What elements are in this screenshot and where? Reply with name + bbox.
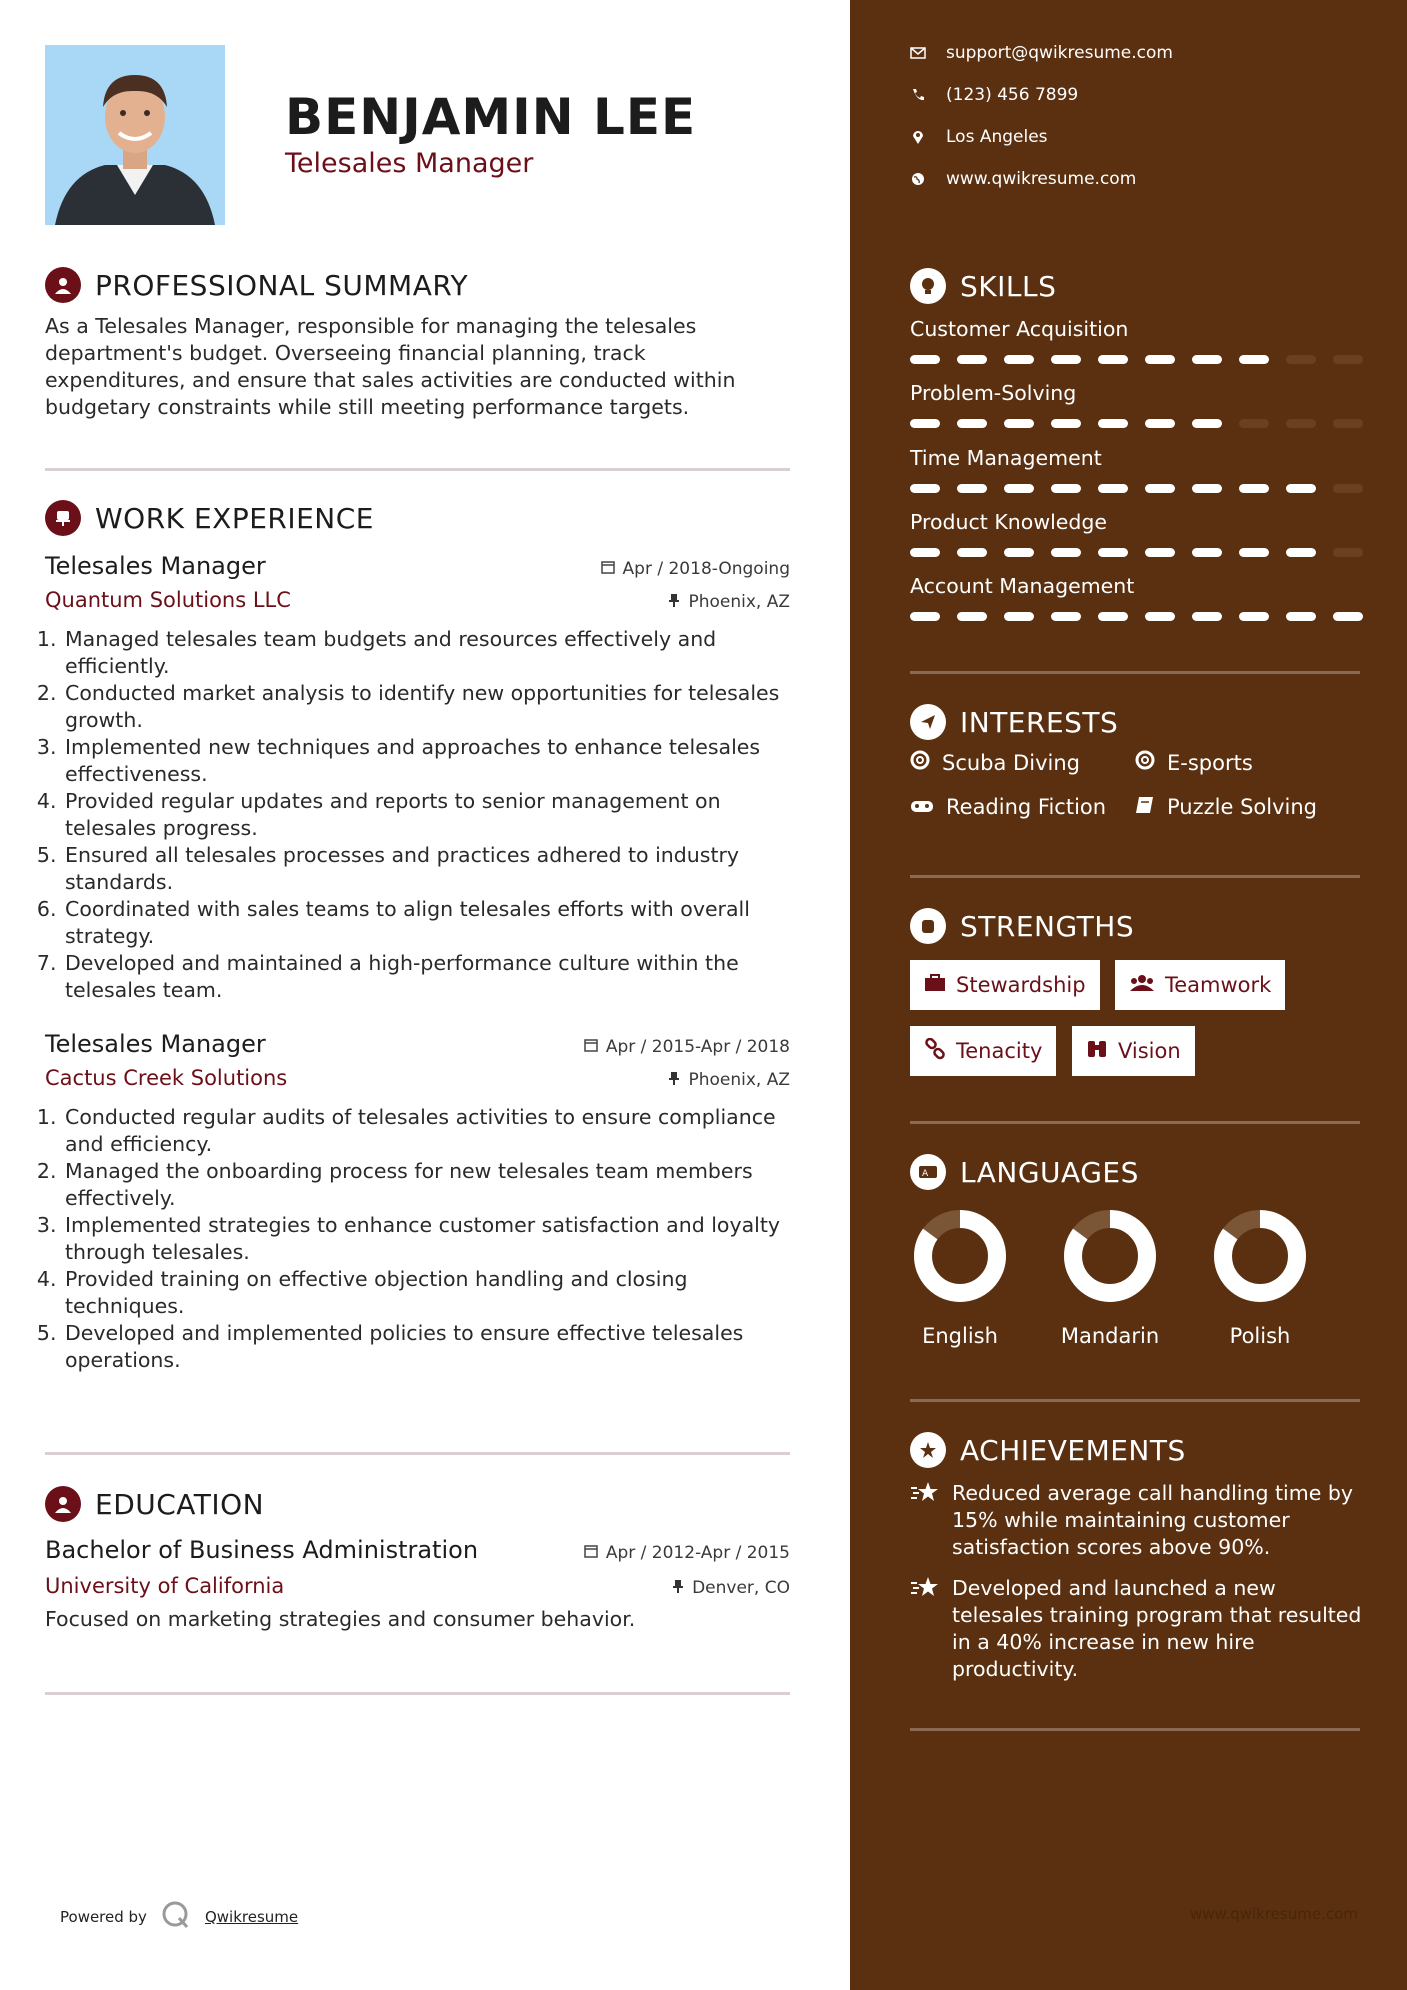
rating-dash — [910, 548, 940, 557]
pin-icon — [668, 1070, 680, 1090]
rating-dash — [1239, 484, 1269, 493]
rating-dash — [910, 484, 940, 493]
duties-list — [45, 1104, 790, 1374]
map-marker-icon — [910, 129, 926, 145]
strength-label: Tenacity — [956, 1039, 1043, 1063]
rating-dash — [1051, 548, 1081, 557]
pin-icon — [672, 1578, 684, 1598]
language-item — [1040, 1206, 1180, 1348]
gamepad-icon — [910, 795, 934, 819]
company-name: Cactus Creek Solutions — [45, 1066, 288, 1090]
skill-name: Customer Acquisition — [910, 317, 1129, 341]
rating-dash — [1239, 355, 1269, 364]
job-entry — [45, 552, 790, 1004]
list-item: 1. Managed telesales team budgets and resources effectively and efficiently. — [63, 626, 790, 680]
rating-dash — [1098, 484, 1128, 493]
skill-item — [910, 317, 1365, 364]
list-item: 4. Provided training on effective objection handling and closing techniques. — [63, 1266, 790, 1320]
language-icon — [910, 1154, 946, 1190]
strength-badge — [1072, 1026, 1195, 1076]
divider — [910, 1728, 1360, 1731]
list-item: 7. Developed and maintained a high-performance culture within the telesales team. — [63, 950, 790, 1004]
degree-title: Bachelor of Business Administration — [45, 1536, 479, 1564]
rating-dash — [1333, 484, 1363, 493]
interest-item — [910, 750, 1080, 775]
phone-icon — [910, 88, 926, 102]
interests-header — [910, 704, 1118, 740]
skill-rating — [910, 548, 1365, 557]
contact-phone[interactable] — [910, 85, 1078, 105]
qwikresume-logo-icon — [161, 1900, 191, 1934]
language-item — [890, 1206, 1030, 1348]
rating-dash — [1333, 419, 1363, 428]
briefcase-chair-icon — [45, 500, 81, 536]
website-text: www.qwikresume.com — [946, 169, 1137, 189]
skills-title: SKILLS — [960, 269, 1057, 303]
pin-icon — [668, 592, 680, 612]
language-name: Mandarin — [1060, 1324, 1160, 1348]
contact-email[interactable] — [910, 43, 1173, 63]
candidate-name: BENJAMIN LEE — [285, 88, 697, 146]
rating-dash — [1004, 484, 1034, 493]
language-donut — [910, 1206, 1010, 1306]
profile-photo — [45, 45, 225, 225]
skill-rating — [910, 484, 1365, 493]
divider — [910, 1399, 1360, 1402]
calendar-icon — [601, 559, 615, 579]
job-dates: Apr / 2015-Apr / 2018 — [605, 1037, 790, 1057]
job-location: Phoenix, AZ — [688, 592, 790, 612]
rating-dash — [910, 612, 940, 621]
interest-label: E-sports — [1167, 750, 1253, 775]
achievement-text: Developed and launched a new telesales training program that resulted in a 40% increase in new hire productivity. — [952, 1576, 1362, 1681]
school-name: University of California — [45, 1574, 285, 1598]
summary-section — [45, 265, 790, 421]
rating-dash — [1286, 484, 1316, 493]
calendar-icon — [584, 1543, 598, 1563]
skill-item — [910, 446, 1365, 493]
education-description: Focused on marketing strategies and consumer behavior. — [45, 1607, 636, 1631]
skill-rating — [910, 612, 1365, 621]
rating-dash — [1286, 612, 1316, 621]
list-item: 2. Conducted market analysis to identify new opportunities for telesales growth. — [63, 680, 790, 734]
interest-label: Scuba Diving — [942, 750, 1080, 775]
calendar-icon — [584, 1037, 598, 1057]
rating-dash — [1051, 419, 1081, 428]
candidate-role: Telesales Manager — [285, 148, 534, 179]
list-item: 5. Developed and implemented policies to ensure effective telesales operations. — [63, 1320, 790, 1374]
interest-label: Puzzle Solving — [1167, 795, 1317, 819]
graduation-icon — [45, 1486, 81, 1522]
summary-title: PROFESSIONAL SUMMARY — [95, 268, 469, 302]
language-donut — [1210, 1206, 1310, 1306]
lightbulb-icon — [910, 268, 946, 304]
languages-header — [910, 1154, 1139, 1190]
rating-dash — [1004, 355, 1034, 364]
phone-text: (123) 456 7899 — [946, 85, 1079, 105]
rating-dash — [1192, 612, 1222, 621]
language-item — [1190, 1206, 1330, 1348]
achievements-header — [910, 1432, 1186, 1468]
rating-dash — [1098, 419, 1128, 428]
summary-text: As a Telesales Manager, responsible for managing the telesales department's budget. Overseeing financial planning, track expenditures, and ensure that sales activities are conducted within budgetary constraints while still meeting performance targets. — [45, 314, 736, 419]
paper-plane-icon — [910, 704, 946, 740]
job-location: Phoenix, AZ — [688, 1070, 790, 1090]
rating-dash — [1192, 484, 1222, 493]
skill-rating — [910, 355, 1365, 364]
strength-label: Teamwork — [1165, 973, 1272, 997]
interests-title: INTERESTS — [960, 705, 1119, 739]
powered-by-label: Powered by — [60, 1908, 147, 1926]
rating-dash — [1239, 548, 1269, 557]
experience-title: WORK EXPERIENCE — [95, 501, 374, 535]
rating-dash — [957, 612, 987, 621]
rating-dash — [1145, 419, 1175, 428]
binoculars-icon — [1086, 1039, 1108, 1064]
email-text: support@qwikresume.com — [946, 43, 1173, 63]
rating-dash — [1333, 355, 1363, 364]
skill-name: Product Knowledge — [910, 510, 1108, 534]
footer — [60, 1900, 298, 1934]
rating-dash — [1145, 355, 1175, 364]
strengths-title: STRENGTHS — [960, 909, 1135, 943]
rating-dash — [1145, 484, 1175, 493]
globe-icon — [910, 172, 926, 186]
divider — [910, 875, 1360, 878]
strength-label: Stewardship — [956, 973, 1086, 997]
link-icon — [924, 1038, 946, 1065]
skill-item — [910, 510, 1365, 557]
rating-dash — [1333, 612, 1363, 621]
divider — [45, 1452, 790, 1455]
svg-text:A: A — [922, 1169, 929, 1179]
rating-dash — [1145, 548, 1175, 557]
briefcase-icon — [924, 973, 946, 997]
divider — [910, 671, 1360, 674]
list-item: 6. Coordinated with sales teams to align telesales efforts with overall strategy. — [63, 896, 790, 950]
list-item: 1. Conducted regular audits of telesales activities to ensure compliance and efficiency. — [63, 1104, 790, 1158]
languages-title: LANGUAGES — [960, 1155, 1139, 1189]
duties-list — [45, 626, 790, 1004]
strength-badge — [910, 1026, 1056, 1076]
education-dates: Apr / 2012-Apr / 2015 — [605, 1543, 790, 1563]
job-dates: Apr / 2018-Ongoing — [622, 559, 790, 579]
rating-dash — [957, 548, 987, 557]
interest-item — [1135, 750, 1253, 775]
language-name: English — [922, 1324, 998, 1348]
footer-url: www.qwikresume.com — [1190, 1905, 1358, 1923]
skill-item — [910, 381, 1365, 428]
list-item: 4. Provided regular updates and reports to senior management on telesales progress. — [63, 788, 790, 842]
star-badge-icon — [910, 1432, 946, 1468]
rating-dash — [1239, 419, 1269, 428]
job-entry — [45, 1030, 790, 1374]
rating-dash — [1333, 548, 1363, 557]
rating-dash — [957, 484, 987, 493]
skill-name: Time Management — [910, 446, 1102, 470]
job-title: Telesales Manager — [45, 552, 266, 580]
list-item: 3. Implemented strategies to enhance customer satisfaction and loyalty through telesales. — [63, 1212, 790, 1266]
rating-dash — [1004, 612, 1034, 621]
lifebuoy-icon — [910, 750, 930, 775]
rating-dash — [1286, 419, 1316, 428]
contact-website[interactable] — [910, 169, 1136, 189]
book-icon — [1135, 795, 1155, 819]
rating-dash — [910, 419, 940, 428]
achievement-text: Reduced average call handling time by 15% while maintaining customer satisfaction scores above 90%. — [952, 1481, 1353, 1559]
users-icon — [1129, 973, 1155, 997]
interest-label: Reading Fiction — [946, 795, 1107, 819]
rating-dash — [1239, 612, 1269, 621]
rating-dash — [1192, 419, 1222, 428]
interest-item — [1135, 795, 1317, 819]
rating-dash — [1098, 355, 1128, 364]
list-item: 5. Ensured all telesales processes and practices adhered to industry standards. — [63, 842, 790, 896]
skill-rating — [910, 419, 1365, 428]
achievement-item — [910, 1480, 1370, 1561]
company-name: Quantum Solutions LLC — [45, 588, 291, 612]
education-location: Denver, CO — [692, 1578, 790, 1598]
rating-dash — [910, 355, 940, 364]
lifebuoy-icon — [1135, 750, 1155, 775]
achievement-item — [910, 1575, 1370, 1683]
job-title: Telesales Manager — [45, 1030, 266, 1058]
brand-link[interactable]: Qwikresume — [204, 1908, 299, 1926]
education-section — [45, 1484, 790, 1633]
rating-dash — [957, 355, 987, 364]
strength-label: Vision — [1118, 1039, 1181, 1063]
rating-dash — [1192, 548, 1222, 557]
location-text: Los Angeles — [946, 127, 1048, 147]
experience-section — [45, 498, 790, 1374]
language-donut — [1060, 1206, 1160, 1306]
skill-name: Problem-Solving — [910, 381, 1077, 405]
rating-dash — [957, 419, 987, 428]
strengths-header — [910, 908, 1134, 944]
list-item: 3. Implemented new techniques and approaches to enhance telesales effectiveness. — [63, 734, 790, 788]
strength-badge — [910, 960, 1100, 1010]
skill-name: Account Management — [910, 574, 1135, 598]
rating-dash — [1145, 612, 1175, 621]
star-icon — [910, 1575, 940, 1683]
user-icon — [45, 267, 81, 303]
rating-dash — [1051, 612, 1081, 621]
list-item: 2. Managed the onboarding process for new telesales team members effectively. — [63, 1158, 790, 1212]
rating-dash — [1192, 355, 1222, 364]
rating-dash — [1051, 484, 1081, 493]
rating-dash — [1098, 612, 1128, 621]
divider — [910, 1121, 1360, 1124]
rating-dash — [1004, 419, 1034, 428]
skills-header — [910, 268, 1056, 304]
star-icon — [910, 1480, 940, 1561]
education-title: EDUCATION — [95, 1487, 265, 1521]
rating-dash — [1051, 355, 1081, 364]
language-name: Polish — [1229, 1324, 1291, 1348]
achievements-title: ACHIEVEMENTS — [960, 1433, 1186, 1467]
divider — [45, 468, 790, 471]
rating-dash — [1004, 548, 1034, 557]
envelope-icon — [910, 47, 926, 59]
fist-icon — [910, 908, 946, 944]
divider — [45, 1692, 790, 1695]
rating-dash — [1286, 355, 1316, 364]
skill-item — [910, 574, 1365, 621]
sidebar — [850, 0, 1407, 1990]
contact-location — [910, 127, 1048, 147]
interest-item — [910, 795, 1106, 819]
rating-dash — [1098, 548, 1128, 557]
rating-dash — [1286, 548, 1316, 557]
strength-badge — [1115, 960, 1285, 1010]
